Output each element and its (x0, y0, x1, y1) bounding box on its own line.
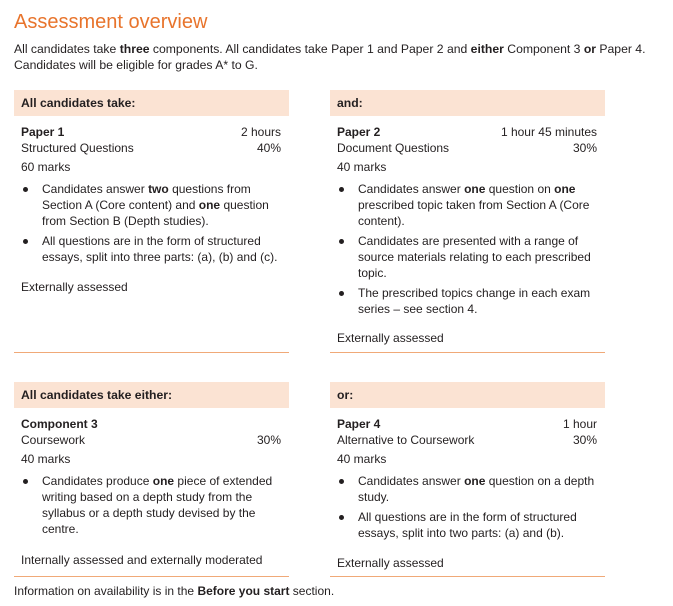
divider (330, 352, 605, 353)
component3-assessment: Internally assessed and externally moderated (21, 553, 263, 567)
paper1-subtitle: Structured Questions (21, 141, 134, 155)
divider (14, 352, 289, 353)
list-item: All questions are in the form of structured essays, split into two parts: (a) and (b). (337, 509, 597, 541)
component3-box (14, 382, 289, 576)
component3-header: All candidates take either: (14, 382, 289, 408)
paper4-weight: 30% (572, 433, 597, 447)
component3-name: Component 3 (21, 417, 98, 431)
list-item: Candidates answer two questions from Section A (Core content) and one question from Section B (Depth studies). (21, 181, 281, 229)
component3-marks: 40 marks (21, 452, 71, 466)
footer-note: Information on availability is in the Before you start section. (14, 584, 335, 598)
list-item: Candidates answer one question on one prescribed topic taken from Section A (Core content). (337, 181, 597, 229)
component3-subtitle: Coursework (21, 433, 86, 447)
paper4-header: or: (330, 382, 605, 408)
paper2-name: Paper 2 (337, 125, 381, 139)
list-item: All questions are in the form of structured essays, split into three parts: (a), (b) and (c). (21, 233, 281, 265)
paper1-duration: 2 hours (240, 125, 281, 139)
list-item: Candidates are presented with a range of source materials relating to each prescribed topic. (337, 233, 597, 281)
paper2-header: and: (330, 90, 605, 116)
paper2-marks: 40 marks (337, 160, 387, 174)
component3-weight: 30% (256, 433, 281, 447)
intro-paragraph: All candidates take three components. All candidates take Paper 1 and Paper 2 and either Component 3 or Paper 4. Candidates will be eligible for grades A* to G. (14, 42, 646, 72)
paper4-assessment: Externally assessed (337, 556, 444, 570)
paper2-assessment: Externally assessed (337, 331, 444, 345)
paper4-duration: 1 hour (562, 417, 597, 431)
paper1-assessment: Externally assessed (21, 280, 128, 294)
list-item: The prescribed topics change in each exam series – see section 4. (337, 285, 597, 317)
list-item: Candidates answer one question on a depth study. (337, 473, 597, 505)
paper1-marks: 60 marks (21, 160, 71, 174)
paper4-marks: 40 marks (337, 452, 387, 466)
divider (330, 576, 605, 577)
paper1-name: Paper 1 (21, 125, 65, 139)
page-title: Assessment overview (14, 11, 208, 33)
paper1-box (14, 90, 289, 352)
list-item: Candidates produce one piece of extended writing based on a depth study from the syllabus or a depth study devised by the centre. (21, 473, 281, 537)
paper4-box (330, 382, 605, 576)
paper1-weight: 40% (256, 141, 281, 155)
divider (14, 576, 289, 577)
paper4-name: Paper 4 (337, 417, 381, 431)
paper1-header: All candidates take: (14, 90, 289, 116)
paper2-subtitle: Document Questions (337, 141, 450, 155)
paper2-weight: 30% (572, 141, 597, 155)
paper2-box (330, 90, 605, 352)
paper2-duration: 1 hour 45 minutes (500, 125, 597, 139)
paper4-subtitle: Alternative to Coursework (337, 433, 475, 447)
